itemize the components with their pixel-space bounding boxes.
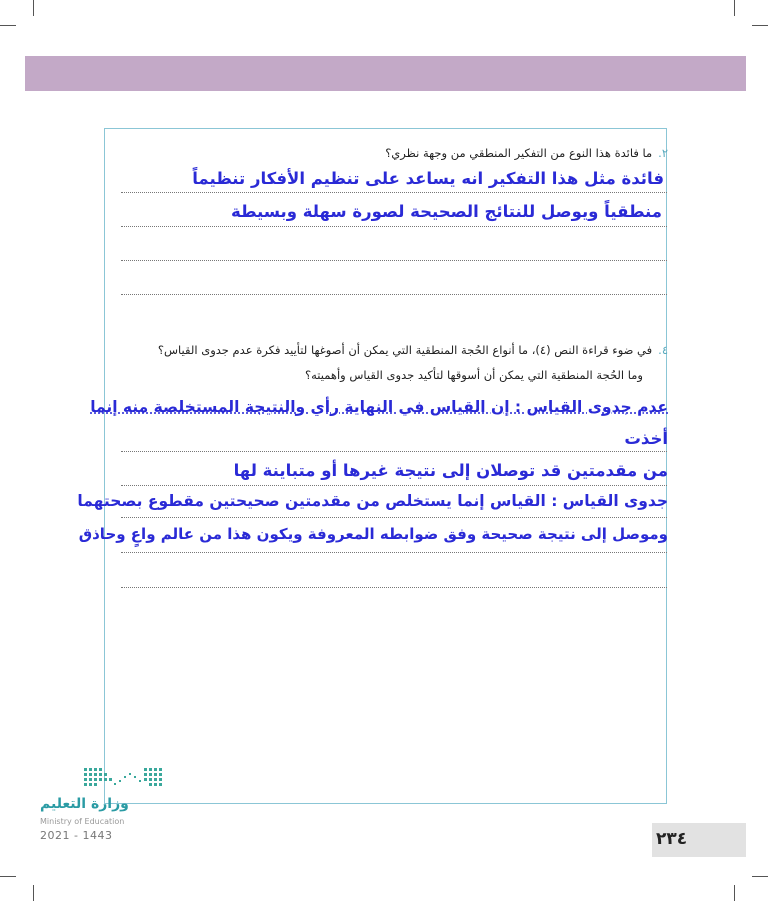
dotted-line [121, 517, 667, 518]
page-number: ٢٣٤ [656, 829, 688, 849]
question-text: ما فائدة هذا النوع من التفكير المنطقي من وجهة نظري؟ [385, 146, 653, 160]
logo-dots-icon [80, 764, 170, 792]
crop-mark [0, 25, 16, 26]
dotted-line [121, 451, 667, 452]
question-number: ٤. [658, 343, 668, 357]
dotted-line [121, 294, 667, 295]
header-band [25, 56, 746, 91]
crop-mark [734, 885, 735, 901]
question-number: ٢. [658, 146, 668, 160]
question-4-continued [305, 368, 643, 382]
logo-arabic-text: وزارة التعليم [40, 796, 129, 812]
question-text: في ضوء قراءة النص (٤)، ما أنواع الحُجة المنطقية التي يمكن أن أصوغها لتأييد فكرة عدم جدوى القياس؟ [157, 343, 653, 357]
ministry-logo [36, 760, 176, 850]
logo-english-text: Ministry of Education [40, 817, 125, 826]
dotted-line [121, 226, 667, 227]
answer-line: أخذت [624, 429, 668, 448]
crop-mark [752, 876, 768, 877]
logo-year: 2021 - 1443 [40, 829, 113, 842]
crop-mark [0, 876, 16, 877]
question-2 [385, 146, 668, 160]
crop-mark [752, 25, 768, 26]
answer-line: من مقدمتين قد توصلان إلى نتيجة غيرها أو متباينة لها [233, 461, 668, 480]
answer-line: منطقياً ويوصل للنتائج الصحيحة لصورة سهلة وبسيطة [230, 202, 662, 221]
crop-mark [33, 885, 34, 901]
crop-mark [734, 0, 735, 16]
dotted-line [121, 587, 667, 588]
dotted-line [121, 552, 667, 553]
answer-line: فائدة مثل هذا التفكير انه يساعد على تنظيم الأفكار تنظيماً [192, 169, 664, 188]
dotted-line [121, 485, 667, 486]
answer-line: عدم جدوى القياس : إن القياس في النهاية رأي والنتيجة المستخلصة منه إنما [90, 398, 668, 416]
crop-mark [33, 0, 34, 16]
answer-line: جدوى القياس : القياس إنما يستخلص من مقدمتين صحيحتين مقطوع بصحتهما [77, 492, 668, 510]
question-4 [158, 343, 668, 357]
question-text: وما الحُجة المنطقية التي يمكن أن أسوقها لتأكيد جدوى القياس وأهميته؟ [305, 368, 643, 382]
answer-line: وموصل إلى نتيجة صحيحة وفق ضوابطه المعروفة ويكون هذا من عالم واعٍ وحاذق [78, 525, 668, 543]
dotted-line [121, 192, 667, 193]
dotted-line [121, 260, 667, 261]
